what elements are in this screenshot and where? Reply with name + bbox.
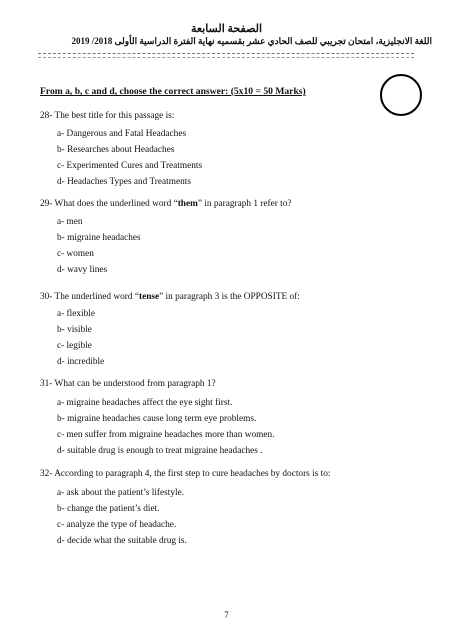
question-29-keyword: them (177, 199, 198, 209)
option-31-d[interactable]: d- suitable drug is enough to treat migraine headaches . (57, 446, 263, 456)
question-30-text: 30- The underlined word “ (40, 292, 139, 302)
option-30-d[interactable]: d- incredible (57, 357, 105, 367)
question-31-text: 31- What can be understood from paragraph 1? (40, 379, 216, 389)
option-32-b[interactable]: b- change the patient’s diet. (57, 504, 160, 514)
option-29-a[interactable]: a- men (57, 217, 83, 227)
option-30-a[interactable]: a- flexible (57, 309, 95, 319)
question-30-keyword: tense (138, 292, 160, 302)
question-31 (40, 379, 216, 389)
question-29-text-end: ” in paragraph 1 refer to? (197, 199, 292, 209)
question-30-text-end: ” in paragraph 3 is the OPPOSITE of: (159, 292, 300, 302)
page-title: الصفحة السابعة (190, 23, 263, 35)
option-31-b[interactable]: b- migraine headaches cause long term eye problems. (57, 414, 257, 424)
option-30-c[interactable]: c- legible (57, 341, 92, 351)
question-29-options (57, 214, 141, 278)
option-32-c[interactable]: c- analyze the type of headache. (57, 520, 177, 530)
question-31-options (57, 395, 274, 459)
header-divider (38, 53, 414, 54)
page-number: 7 (224, 610, 229, 620)
question-32 (40, 469, 330, 479)
option-28-d[interactable]: d- Headaches Types and Treatments (57, 177, 191, 187)
option-28-c[interactable]: c- Experimented Cures and Treatments (57, 161, 203, 171)
question-29-text: 29- What does the underlined word “ (40, 199, 178, 209)
question-28 (40, 111, 174, 121)
question-32-text: 32- According to paragraph 4, the first step to cure headaches by doctors is to: (40, 469, 331, 479)
option-29-d[interactable]: d- wavy lines (57, 265, 108, 275)
option-32-d[interactable]: d- decide what the suitable drug is. (57, 536, 187, 546)
question-32-options (57, 485, 187, 549)
question-29 (40, 199, 292, 209)
option-28-b[interactable]: b- Researches about Headaches (57, 145, 175, 155)
option-29-b[interactable]: b- migraine headaches (57, 233, 141, 243)
question-28-options (57, 126, 202, 190)
option-30-b[interactable]: b- visible (57, 325, 92, 335)
header-divider-secondary (38, 57, 414, 58)
exam-subtitle: اللغة الانجليزية، امتحان تجريبي للصف الحادي عشر بقسميه نهاية الفترة الدراسية الأولى 2018/ 2019 (71, 36, 432, 46)
section-instructions: From a, b, c and d, choose the correct answer: (5x10 = 50 Marks) (40, 86, 306, 97)
option-32-a[interactable]: a- ask about the patient’s lifestyle. (57, 488, 185, 498)
score-circle (380, 74, 422, 116)
option-31-c[interactable]: c- men suffer from migraine headaches more than women. (57, 430, 275, 440)
option-29-c[interactable]: c- women (57, 249, 94, 259)
question-28-text: 28- The best title for this passage is: (40, 111, 175, 121)
question-30 (40, 292, 300, 302)
question-30-options (57, 306, 104, 370)
option-31-a[interactable]: a- migraine headaches affect the eye sight first. (57, 398, 233, 408)
option-28-a[interactable]: a- Dangerous and Fatal Headaches (57, 129, 187, 139)
